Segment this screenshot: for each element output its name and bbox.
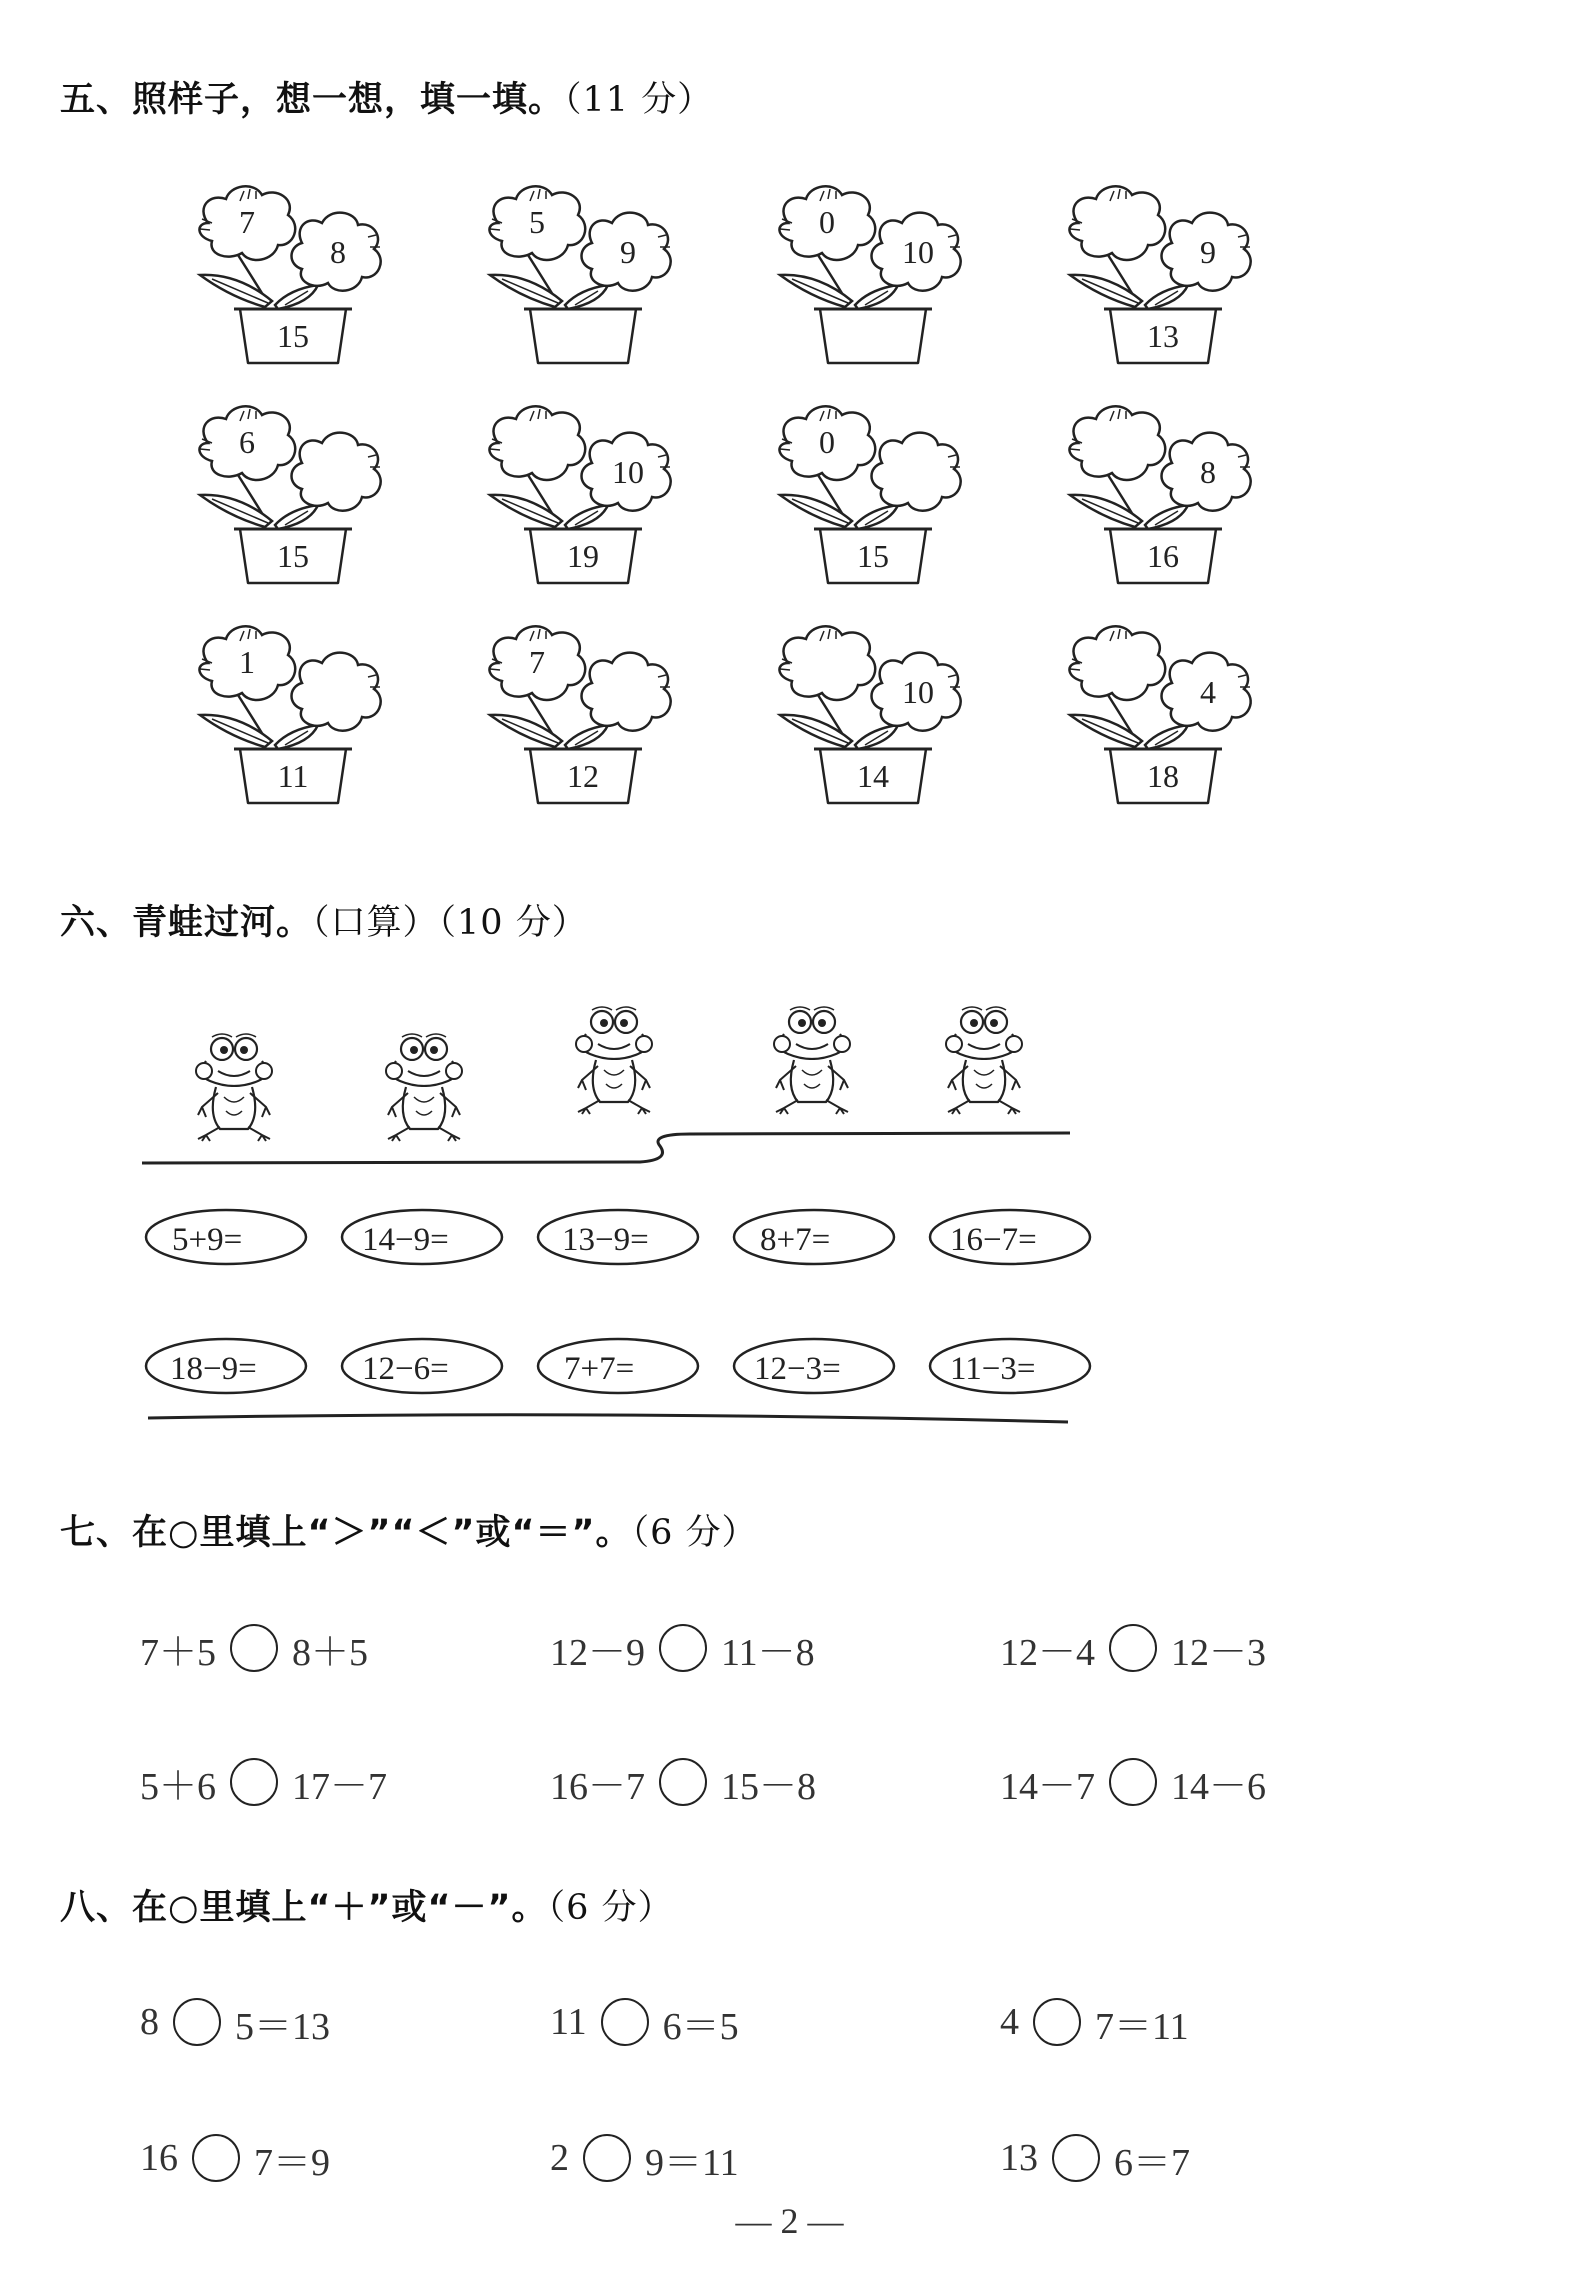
answer-circle[interactable] [601,1998,649,2046]
page-number: — 2 — [735,2201,844,2241]
first-number: 13 [1000,2137,1038,2179]
frog-icon [576,1007,652,1114]
compare-item [550,1742,816,1822]
stone-oval[interactable] [146,1339,306,1393]
compare-item [140,1608,368,1688]
answer-circle[interactable] [1052,2134,1100,2182]
stone-expression: 7+7= [564,1351,635,1387]
section8-points: （6 分） [547,1888,674,1928]
answer-circle[interactable] [583,2134,631,2182]
left-expression: 12－9 [550,1631,646,1674]
pot-number: 13 [1147,318,1179,354]
stone-oval[interactable] [342,1339,502,1393]
equation-rest: 5＝13 [235,2005,331,2048]
first-number: 16 [140,2137,178,2179]
right-expression: 8＋5 [292,1631,369,1674]
right-expression: 12－3 [1171,1631,1267,1674]
left-expression: 12－4 [1000,1631,1096,1674]
right-flower-number: 10 [902,234,934,270]
river-bank-bottom [148,1415,1068,1422]
answer-circle[interactable] [1109,1758,1157,1806]
stone-oval[interactable] [930,1210,1090,1264]
stone-expression: 16−7= [950,1222,1037,1258]
section7-title: 七、在○里填上“＞”“＜”或“＝”。 [60,1513,632,1553]
operator-item [1000,1982,1189,2062]
equation-rest: 7＝9 [254,2141,331,2184]
right-flower-number: 4 [1200,674,1216,710]
stone-oval[interactable] [146,1210,306,1264]
answer-circle[interactable] [173,1998,221,2046]
stone-expression: 8+7= [760,1222,831,1258]
stone-oval[interactable] [734,1339,894,1393]
river-bank-top [142,1133,1070,1163]
equation-rest: 9＝11 [645,2141,739,2184]
operator-item [140,1982,330,2062]
stone-expression: 13−9= [562,1222,649,1258]
frog-icon [196,1034,272,1141]
section7-heading [60,1505,757,1555]
left-flower-number: 7 [529,644,545,680]
section5-title: 五、照样子，想一想，填一填。 [60,80,565,120]
right-flower-number: 8 [330,234,346,270]
operator-row-2 [0,2118,1579,2198]
operator-row-1 [0,1982,1579,2062]
right-flower-number: 9 [620,234,636,270]
operator-item [550,1982,739,2062]
section6-points: （10 分） [438,903,588,943]
right-flower-number: 10 [902,674,934,710]
section8-heading [60,1880,673,1930]
compare-item [140,1742,387,1822]
section6-title: 六、青蛙过河。 [60,903,313,943]
pot-number: 19 [567,538,599,574]
pot-number: 15 [277,538,309,574]
compare-row-2 [0,1742,1579,1822]
compare-item [550,1608,815,1688]
operator-item [1000,2118,1190,2198]
equation-rest: 7＝11 [1095,2005,1189,2048]
answer-circle[interactable] [1033,1998,1081,2046]
left-flower-number: 5 [529,204,545,240]
right-expression: 17－7 [292,1765,388,1808]
pot-number: 15 [857,538,889,574]
first-number: 4 [1000,2001,1019,2043]
frog-icon [946,1007,1022,1114]
left-flower-number: 0 [819,204,835,240]
left-expression: 7＋5 [140,1631,217,1674]
stone-oval[interactable] [342,1210,502,1264]
equation-rest: 6＝7 [1114,2141,1191,2184]
right-expression: 14－6 [1171,1765,1267,1808]
operator-item [550,2118,739,2198]
right-expression: 15－8 [721,1765,817,1808]
pot-number: 16 [1147,538,1179,574]
section6-subtitle: （口算） [312,903,439,943]
pot-number: 18 [1147,758,1179,794]
stone-oval[interactable] [538,1210,698,1264]
right-flower-number: 10 [612,454,644,490]
pot-number: 11 [277,758,309,794]
stone-oval[interactable] [734,1210,894,1264]
stone-expression: 18−9= [170,1351,257,1387]
answer-circle[interactable] [1109,1624,1157,1672]
left-flower-number: 0 [819,424,835,460]
answer-circle[interactable] [659,1624,707,1672]
compare-item [1000,1742,1266,1822]
answer-circle[interactable] [659,1758,707,1806]
stone-oval[interactable] [930,1339,1090,1393]
stone-row-1 [146,1210,1090,1264]
stone-expression: 5+9= [172,1222,243,1258]
section8-title: 八、在○里填上“＋”或“－”。 [60,1888,548,1928]
stone-expression: 11−3= [950,1351,1036,1387]
first-number: 8 [140,2001,159,2043]
stone-expression: 12−6= [362,1351,449,1387]
answer-circle[interactable] [192,2134,240,2182]
pot-number: 14 [857,758,889,794]
compare-row-1 [0,1608,1579,1688]
stone-row-2 [146,1339,1090,1393]
frog-icon [386,1034,462,1141]
stone-expression: 14−9= [362,1222,449,1258]
stone-expression: 12−3= [754,1351,841,1387]
answer-circle[interactable] [230,1624,278,1672]
first-number: 2 [550,2137,569,2179]
answer-circle[interactable] [230,1758,278,1806]
frog-icon [774,1007,850,1114]
left-flower-number: 1 [239,644,255,680]
pot-number: 12 [567,758,599,794]
section7-points: （6 分） [631,1513,758,1553]
right-expression: 11－8 [721,1631,815,1674]
left-flower-number: 7 [239,204,255,240]
stone-oval[interactable] [538,1339,698,1393]
left-expression: 16－7 [550,1765,646,1808]
left-expression: 5＋6 [140,1765,217,1808]
pot-number: 15 [277,318,309,354]
right-flower-number: 8 [1200,454,1216,490]
first-number: 11 [550,2001,587,2043]
equation-rest: 6＝5 [662,2005,739,2048]
right-flower-number: 9 [1200,234,1216,270]
left-expression: 14－7 [1000,1765,1096,1808]
section5-points: （11 分） [564,80,714,120]
operator-item [140,2118,330,2198]
compare-item [1000,1608,1266,1688]
left-flower-number: 6 [239,424,255,460]
